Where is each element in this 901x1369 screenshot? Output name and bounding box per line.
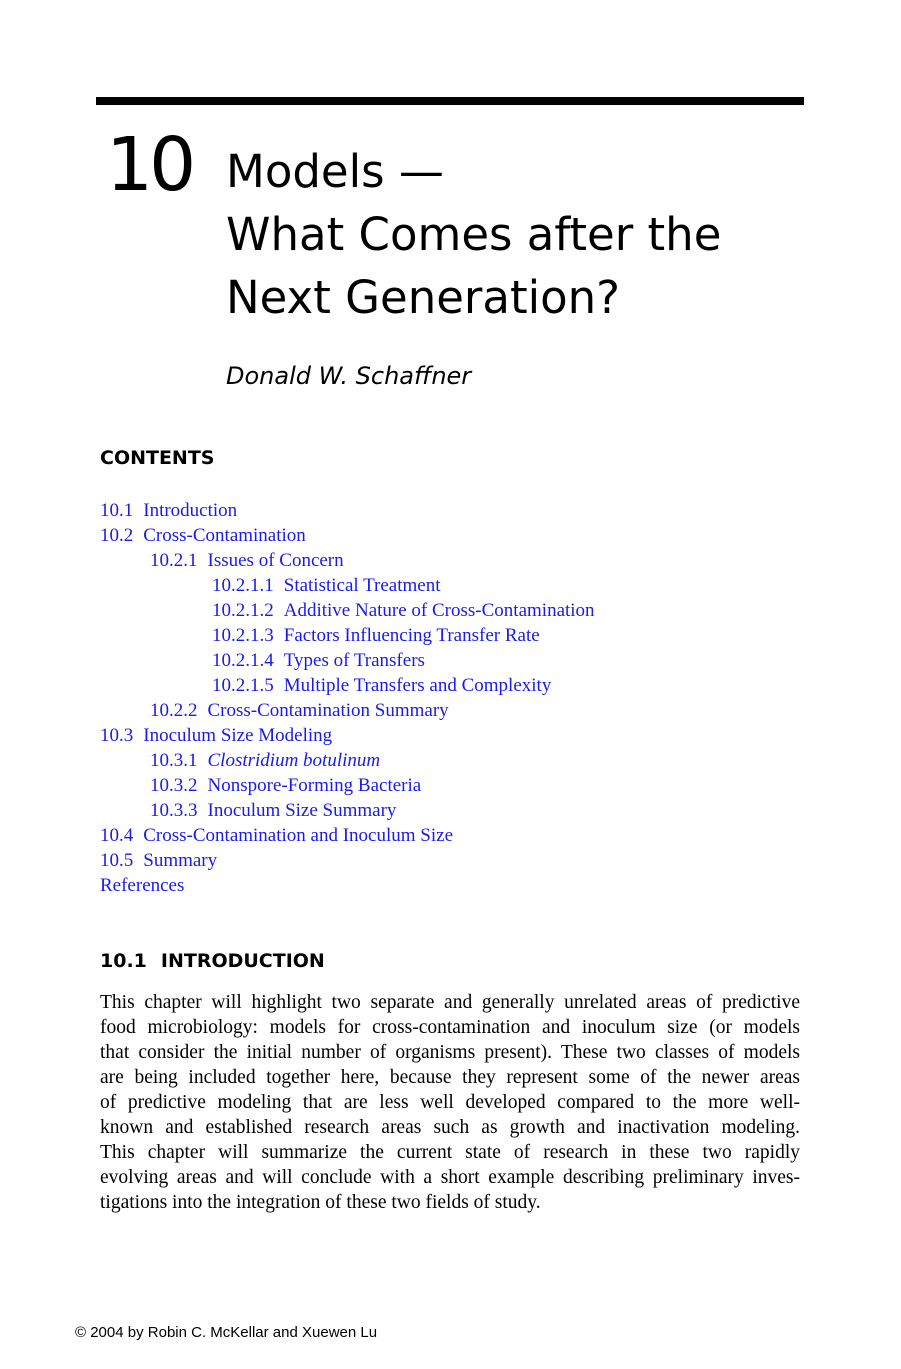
section-title: INTRODUCTION: [160, 950, 325, 972]
toc-number: 10.1: [100, 500, 134, 521]
toc-number: 10.3.1: [150, 750, 198, 771]
toc-number: 10.2.1.5: [212, 675, 274, 696]
toc-link-summary[interactable]: [100, 848, 595, 873]
toc-number: 10.3.3: [150, 800, 198, 821]
body-line: that consider the initial number of organisms present). These two classes of models: [100, 1042, 800, 1063]
toc-number: 10.2.1.1: [212, 575, 274, 596]
toc-link-issues-of-concern[interactable]: [100, 548, 595, 573]
toc-number: 10.2: [100, 525, 134, 546]
toc-number: 10.5: [100, 850, 134, 871]
toc-link-introduction[interactable]: [100, 498, 595, 523]
toc-label: Cross-Contamination: [143, 525, 306, 546]
toc-link-statistical-treatment[interactable]: [100, 573, 595, 598]
toc-number: 10.3.2: [150, 775, 198, 796]
toc-link-types-of-transfers[interactable]: [100, 648, 595, 673]
toc-label: Issues of Concern: [207, 550, 344, 571]
body-line: are being included together here, because they represent some of the newer areas: [100, 1067, 800, 1088]
table-of-contents: [100, 498, 595, 898]
section-number: 10.1: [100, 950, 147, 972]
section-body: [100, 990, 800, 1215]
top-rule: [96, 97, 804, 105]
toc-link-clostridium-botulinum[interactable]: [100, 748, 595, 773]
body-line: known and established research areas such as growth and inactivation modeling.: [100, 1117, 800, 1138]
toc-label: References: [100, 875, 185, 896]
toc-link-factors-transfer-rate[interactable]: [100, 623, 595, 648]
toc-label: Summary: [143, 850, 218, 871]
body-line: evolving areas and will conclude with a short example describing preliminary inves-: [100, 1167, 800, 1188]
toc-number: 10.3: [100, 725, 134, 746]
toc-link-cross-contamination-inoculum[interactable]: [100, 823, 595, 848]
chapter-title-line: Models —: [226, 145, 444, 198]
toc-link-cross-contamination[interactable]: [100, 523, 595, 548]
toc-label: Factors Influencing Transfer Rate: [283, 625, 540, 646]
toc-number: 10.2.1.4: [212, 650, 274, 671]
toc-link-multiple-transfers[interactable]: [100, 673, 595, 698]
chapter-title-line: What Comes after the: [226, 208, 722, 261]
copyright-notice: © 2004 by Robin C. McKellar and Xuewen Lu: [75, 1324, 378, 1341]
toc-number: 10.2.1: [150, 550, 198, 571]
body-line: food microbiology: models for cross-contamination and inoculum size (or models: [100, 1017, 800, 1038]
toc-link-inoculum-size-summary[interactable]: [100, 798, 595, 823]
toc-link-references[interactable]: [100, 873, 595, 898]
body-line: of predictive modeling that are less well developed compared to the more well-: [100, 1092, 800, 1113]
toc-link-inoculum-size-modeling[interactable]: [100, 723, 595, 748]
toc-number: 10.2.1.2: [212, 600, 274, 621]
contents-heading: CONTENTS: [100, 447, 215, 469]
toc-number: 10.2.2: [150, 700, 198, 721]
body-line: tigations into the integration of these two fields of study.: [100, 1192, 541, 1213]
toc-label: Inoculum Size Modeling: [143, 725, 333, 746]
chapter-author: Donald W. Schaffner: [226, 362, 472, 390]
section-heading: [100, 950, 325, 972]
toc-label: Statistical Treatment: [283, 575, 441, 596]
toc-label: Additive Nature of Cross-Contamination: [283, 600, 595, 621]
toc-label: Cross-Contamination Summary: [207, 700, 449, 721]
toc-label: Types of Transfers: [283, 650, 425, 671]
toc-label: Introduction: [143, 500, 238, 521]
chapter-number: 10: [106, 122, 193, 208]
chapter-title-line: Next Generation?: [226, 271, 621, 324]
toc-label: Inoculum Size Summary: [207, 800, 397, 821]
toc-label: Clostridium botulinum: [207, 750, 381, 771]
toc-link-cross-contamination-summary[interactable]: [100, 698, 595, 723]
toc-link-additive-nature[interactable]: [100, 598, 595, 623]
toc-link-nonspore-forming[interactable]: [100, 773, 595, 798]
toc-label: Cross-Contamination and Inoculum Size: [143, 825, 454, 846]
toc-number: 10.2.1.3: [212, 625, 274, 646]
toc-number: 10.4: [100, 825, 134, 846]
toc-label: Multiple Transfers and Complexity: [283, 675, 552, 696]
chapter-title: [226, 140, 826, 329]
toc-label: Nonspore-Forming Bacteria: [207, 775, 422, 796]
body-line: This chapter will summarize the current state of research in these two rapidly: [100, 1142, 800, 1163]
body-line: This chapter will highlight two separate and generally unrelated areas of predictive: [100, 992, 800, 1013]
